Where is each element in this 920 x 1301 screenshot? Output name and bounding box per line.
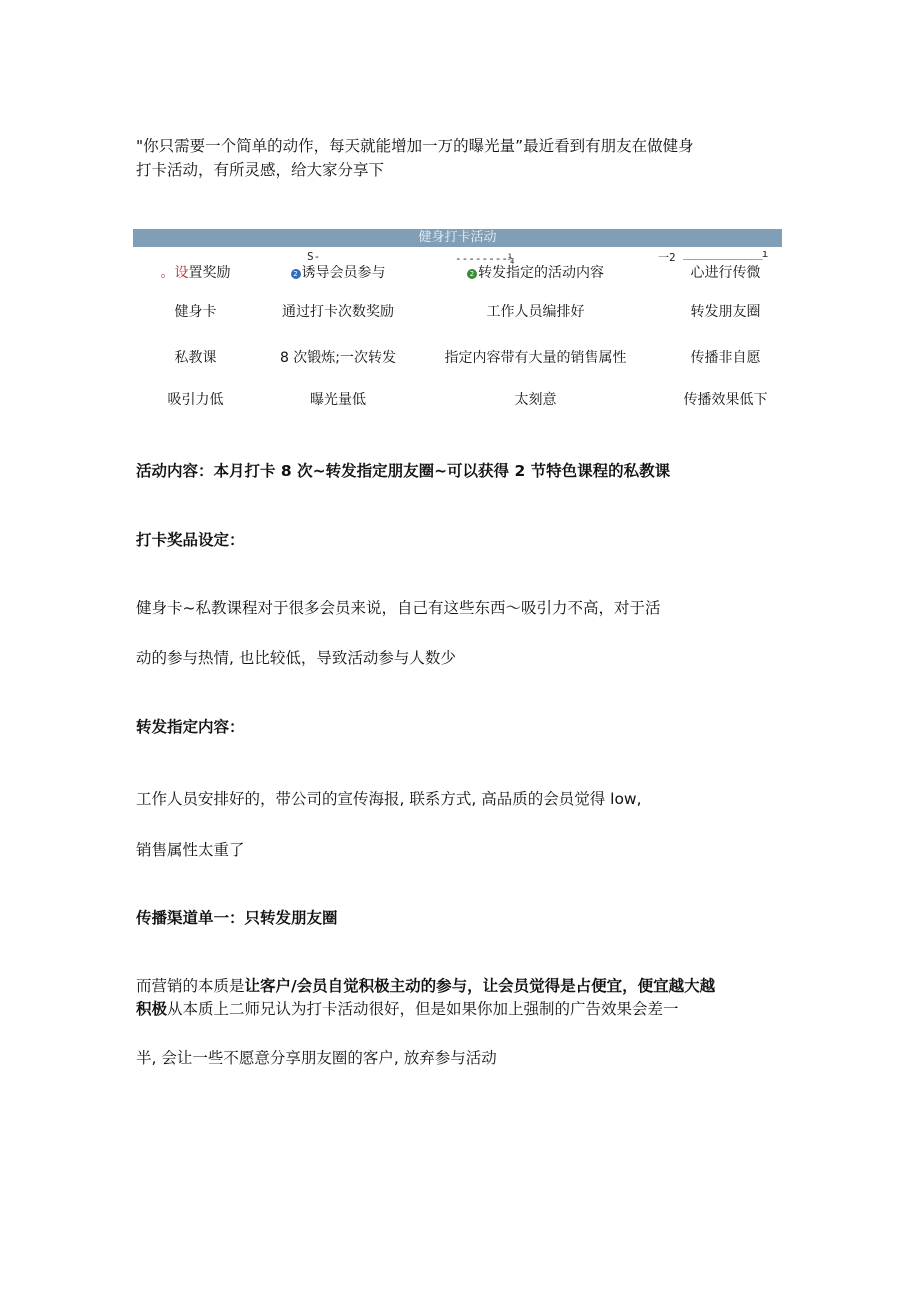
table-cell: 工作人员编排好 — [486, 304, 585, 320]
table-cell: 传播非自愿 — [690, 350, 761, 366]
prize-line-1: 健身卡~私教课程对于很多会员来说，自己有这些东西～吸引力不高，对于活 — [136, 599, 661, 617]
table-cell: 太刻意 — [514, 392, 557, 408]
number-badge-icon: 2 — [467, 269, 477, 279]
essence-text-a: 而营销的本质是 — [136, 977, 245, 995]
prize-heading: 打卡奖品设定： — [136, 531, 245, 549]
activity-content: 活动内容：本月打卡 8 次~转发指定朋友圈~可以获得 2 节特色课程的私教课 — [136, 462, 671, 480]
channel-heading: 传播渠道单一：只转发朋友圈 — [136, 909, 338, 927]
scan-mark-left: S- — [307, 250, 321, 263]
table-title: 健身打卡活动 — [133, 229, 782, 247]
table-cell: 转发朋友圈 — [690, 304, 761, 320]
header-forward-text: 转发指定的活动内容 — [478, 265, 604, 281]
number-badge-icon: 2 — [291, 269, 301, 279]
table-cell: 吸引力低 — [167, 392, 224, 408]
forward-heading: 转发指定内容： — [136, 718, 245, 736]
header-induce-text: 诱导会员参与 — [301, 265, 386, 281]
essence-text-d: 从本质上二师兄认为打卡活动很好，但是如果你加上强制的广告效果会差一 — [167, 1000, 679, 1018]
essence-line-2 — [136, 997, 679, 1021]
table-row — [133, 302, 782, 322]
header-bullet: 。 — [160, 265, 175, 281]
header-reward-text: 置奖励 — [188, 265, 231, 281]
essence-line-3: 半, 会让一些不愿意分享朋友圈的客户, 放弃参与活动 — [136, 1049, 497, 1067]
intro-line-1: "你只需要一个简单的动作，每天就能增加一万的曝光量”最近看到有朋友在做健身 — [136, 137, 694, 155]
forward-line-2: 销售属性太重了 — [136, 841, 245, 859]
header-cell-forward — [433, 263, 638, 283]
essence-text-b: 让客户/会员自觉积极主动的参与，让会员觉得是占便宜，便宜越大越 — [244, 977, 716, 995]
scan-mark-right-num: 一2 — [658, 251, 676, 264]
essence-text-c: 积极 — [136, 1000, 168, 1018]
scan-mark-right-line: ______________ı — [683, 247, 768, 260]
table-row — [133, 390, 782, 410]
header-cell-induce — [273, 263, 403, 283]
scan-mark-middle: --------¼ — [455, 252, 515, 265]
essence-line-1 — [136, 974, 715, 998]
header-cell-reward — [133, 263, 258, 283]
table-cell: 私教课 — [174, 350, 217, 366]
table-cell: 健身卡 — [174, 304, 217, 320]
table-cell: 曝光量低 — [310, 392, 366, 408]
table-cell: 指定内容带有大量的销售属性 — [444, 350, 627, 366]
intro-line-2: 打卡活动，有所灵感，给大家分享下 — [136, 161, 385, 179]
table-row — [133, 348, 782, 368]
table-cell: 传播效果低下 — [683, 392, 768, 408]
header-red-char: 设 — [174, 265, 189, 281]
forward-line-1: 工作人员安排好的，带公司的宣传海报, 联系方式, 高品质的会员觉得 low, — [136, 790, 642, 808]
table-header-row — [133, 263, 782, 283]
header-cell-spread: 心进行传微 — [690, 265, 761, 281]
table-cell: 8 次锻炼;一次转发 — [279, 350, 397, 366]
prize-line-2: 动的参与热情, 也比较低，导致活动参与人数少 — [136, 649, 456, 667]
table-cell: 通过打卡次数奖励 — [282, 304, 394, 320]
